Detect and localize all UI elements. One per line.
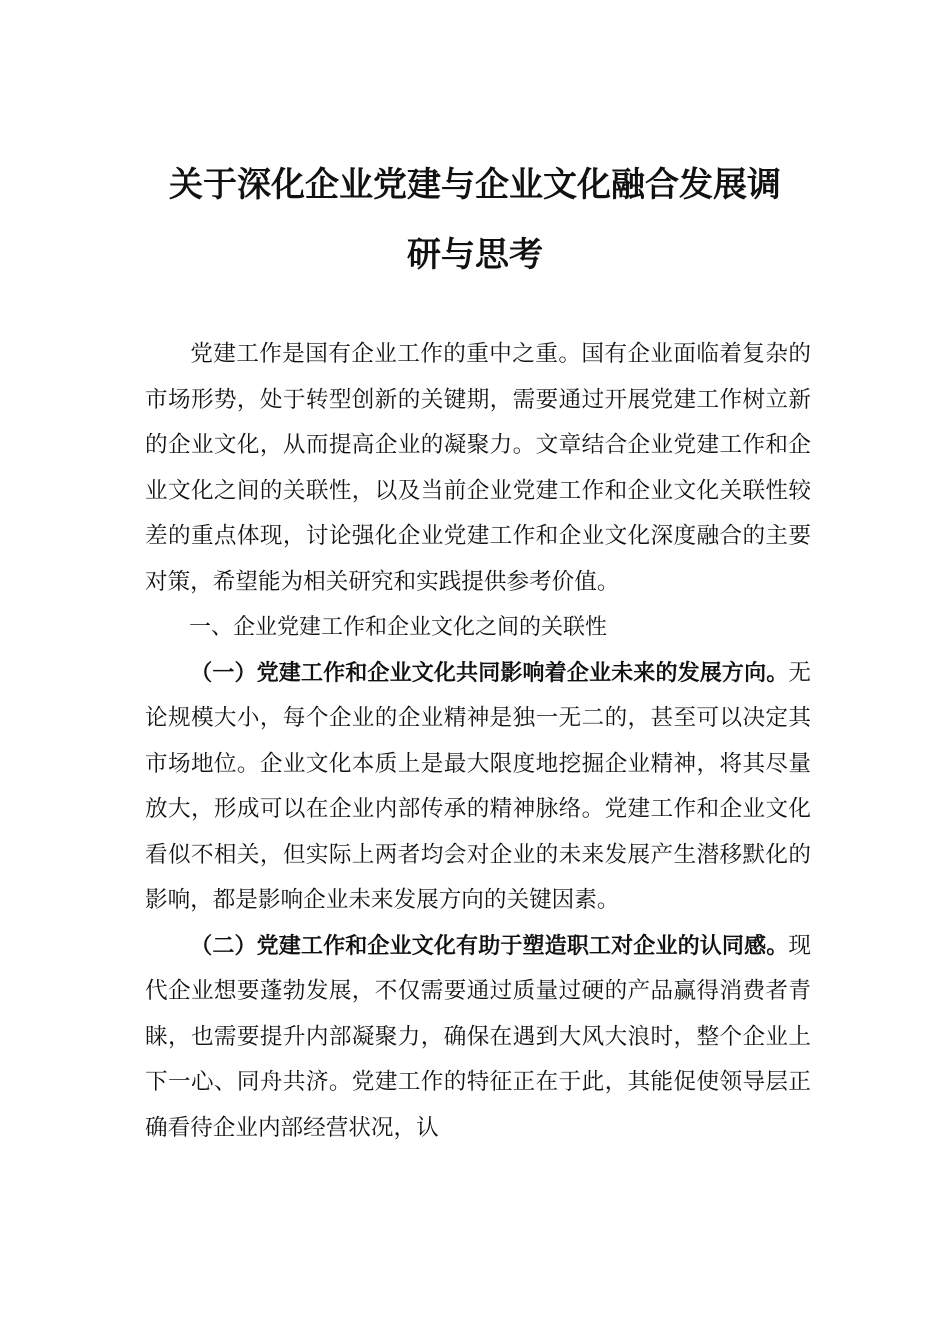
subsection-2-paragraph [145, 924, 811, 1152]
document-title-line-2: 研与思考 [407, 235, 543, 275]
subsection-1-text: 无论规模大小，每个企业的企业精神是独一无二的，甚至可以决定其市场地位。企业文化本质上是最大限度地挖掘企业精神，将其尽量放大，形成可以在企业内部传承的精神脉络。党建工作和企业文化看似不相关，但实际上两者均会对企业的未来发展产生潜移默化的影响，都是影响企业未来发展方向的关键因素。 [145, 659, 811, 913]
subsection-1-paragraph [145, 651, 811, 924]
section-1-heading: 一、企业党建工作和企业文化之间的关联性 [189, 615, 608, 640]
subsection-2-text: 现代企业想要蓬勃发展，不仅需要通过质量过硬的产品赢得消费者青睐，也需要提升内部凝聚力，确保在遇到大风大浪时，整个企业上下一心、同舟共济。党建工作的特征正在于此，其能促使领导层正确看待企业内部经营状况，认 [145, 932, 811, 1141]
subsection-2-heading: （二）党建工作和企业文化有助于塑造职工对企业的认同感。 [190, 933, 789, 959]
subsection-1-heading: （一）党建工作和企业文化共同影响着企业未来的发展方向。 [190, 660, 789, 686]
document-title-line-1: 关于深化企业党建与企业文化融合发展调 [169, 165, 781, 205]
document-body [145, 332, 811, 1151]
intro-paragraph: 党建工作是国有企业工作的重中之重。国有企业面临着复杂的市场形势，处于转型创新的关键期，需要通过开展党建工作树立新的企业文化，从而提高企业的凝聚力。文章结合企业党建工作和企业文化之间的关联性，以及当前企业党建工作和企业文化关联性较差的重点体现，讨论强化企业党建工作和企业文化深度融合的主要对策，希望能为相关研究和实践提供参考价值。 [145, 341, 811, 595]
